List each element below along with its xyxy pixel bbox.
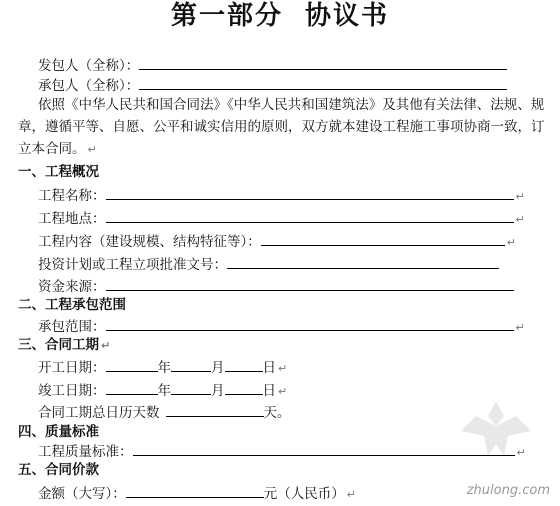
section1-heading: 一、工程概况 — [18, 164, 99, 180]
party-b-row — [38, 75, 507, 95]
end-year-field[interactable] — [106, 380, 158, 395]
title-doc: 协议书 — [305, 1, 390, 31]
project-content-field[interactable] — [261, 231, 505, 246]
party-a-field[interactable] — [139, 55, 507, 70]
intro-paragraph — [18, 94, 548, 161]
start-date-row: 开工日期： 年 月 日 ↵ — [38, 357, 287, 378]
end-month-field[interactable] — [171, 380, 211, 395]
title-part: 第一部分 — [170, 1, 283, 31]
approval-number-field[interactable] — [227, 254, 499, 269]
project-name-field[interactable] — [106, 185, 514, 200]
project-content-row: 工程内容（建设规模、结构特征等）： ↵ — [38, 231, 516, 252]
total-days-field[interactable] — [166, 402, 264, 417]
watermark-text: zhulong.com — [466, 483, 550, 498]
funding-source-row: 资金来源： — [38, 276, 514, 296]
project-location-row: 工程地点： ↵ — [38, 208, 525, 229]
start-year-field[interactable] — [106, 357, 158, 372]
funding-source-field[interactable] — [106, 276, 514, 291]
start-month-field[interactable] — [171, 357, 211, 372]
section5-heading: 五、合同价款 — [18, 462, 99, 478]
section4-heading: 四、质量标准 — [18, 424, 99, 440]
section2-heading: 二、工程承包范围 — [18, 297, 126, 313]
section3-heading: 三、合同工期 ↵ — [18, 337, 111, 353]
amount-field[interactable] — [126, 483, 264, 498]
quality-row: 工程质量标准： ↵ — [38, 441, 526, 462]
total-days-row: 合同工期总日历天数 天。 — [38, 402, 291, 422]
party-b-label: 承包人（全称）： — [38, 78, 140, 94]
approval-number-row: 投资计划或工程立项批准文号： — [38, 254, 499, 274]
page-title — [0, 0, 560, 32]
scope-row: 承包范围： ↵ — [38, 316, 525, 337]
party-a-row — [38, 55, 507, 75]
party-a-label: 发包人（全称）： — [38, 58, 140, 74]
intro-text: 依照《中华人民共和国合同法》《中华人民共和国建筑法》及其他有关法律、法规、规章，遵循平等、自愿、公平和诚实信用的原则，双方就本建设工程施工事项协商一致，订立本合同。 — [18, 97, 545, 157]
scope-field[interactable] — [106, 316, 514, 331]
paragraph-mark: ↵ — [87, 143, 97, 156]
amount-row: 金额（大写）： 元（人民币） ↵ — [38, 483, 356, 504]
start-day-field[interactable] — [225, 357, 263, 372]
end-date-row: 竣工日期： 年 月 日 ↵ — [38, 380, 287, 401]
party-b-field[interactable] — [139, 75, 507, 90]
zhulong-logo-watermark — [446, 396, 546, 476]
project-location-field[interactable] — [106, 208, 514, 223]
project-name-row: 工程名称： ↵ — [38, 185, 525, 206]
end-day-field[interactable] — [225, 380, 263, 395]
